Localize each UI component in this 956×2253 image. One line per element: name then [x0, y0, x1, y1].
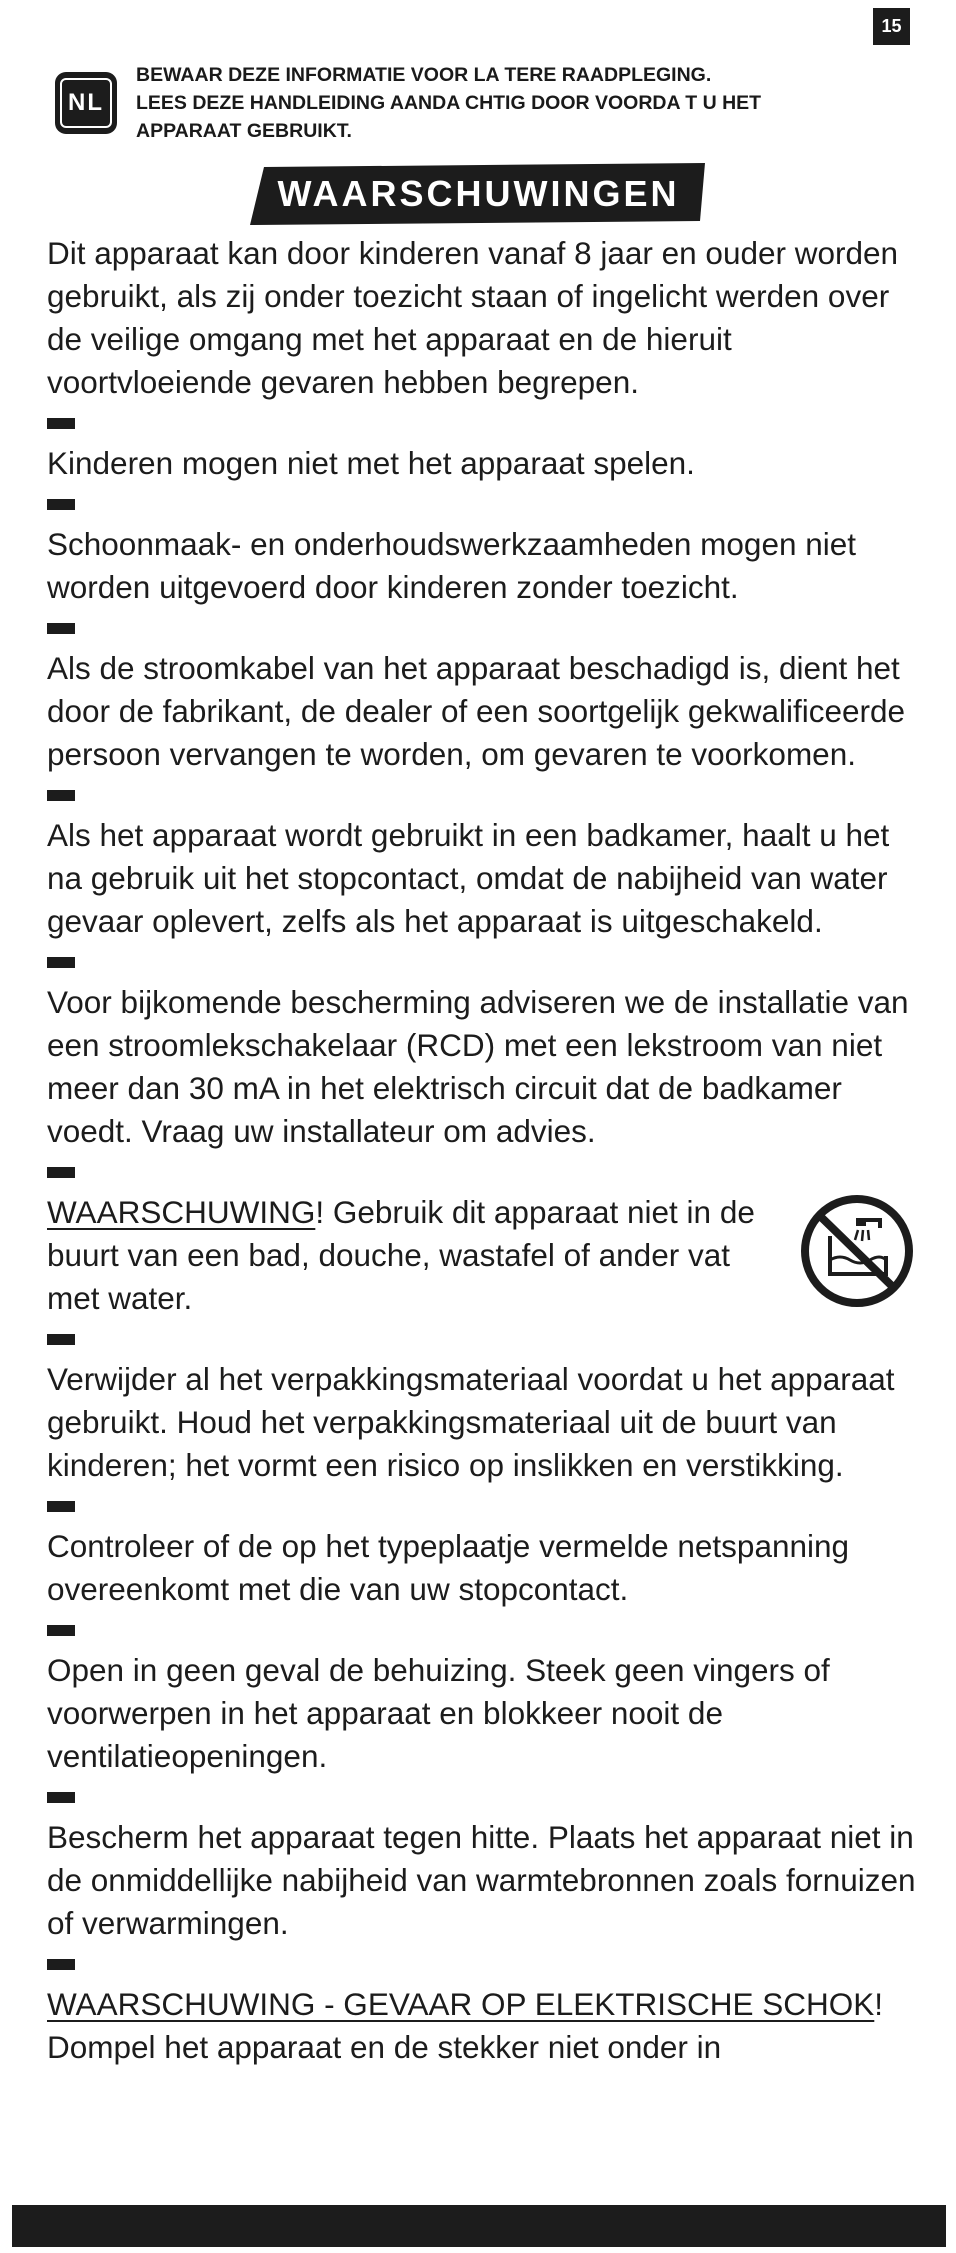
- header-line-1: BEWAAR DEZE INFORMATIE VOOR LA TERE RAADPLEGING.: [136, 64, 712, 86]
- warning-paragraph: Als de stroomkabel van het apparaat beschadigd is, dient het door de fabrikant, de dealer of een soortgelijk gekwalificeerde persoon vervangen te worden, om gevaren te voorkomen.: [47, 650, 906, 772]
- warning-paragraph: Als het apparaat wordt gebruikt in een badkamer, haalt u het na gebruik uit het stopcontact, omdat de nabijheid van water gevaar oplevert, zelfs als het apparaat is uitgeschakeld.: [47, 817, 890, 939]
- no-water-near-bath-icon: [800, 1194, 914, 1308]
- bullet-marker: [47, 957, 75, 968]
- section-title-banner: [250, 163, 707, 225]
- shock-warning-label: WAARSCHUWING - GEVAAR OP ELEKTRISCHE SCHOK: [47, 1986, 875, 2022]
- bullet-marker: [47, 1334, 75, 1345]
- bullet-marker: [47, 1501, 75, 1512]
- shock-warning: [47, 1983, 917, 2069]
- header-line-2: LEES DEZE HANDLEIDING AANDA CHTIG DOOR VOORDA T U HET: [136, 92, 762, 114]
- warnings-content: [47, 232, 917, 2069]
- bullet-marker: [47, 1959, 75, 1970]
- water-warning-label: WAARSCHUWING: [47, 1194, 316, 1230]
- shock-warning-body: ! Dompel het apparaat en de stekker niet onder in: [47, 1986, 884, 2065]
- warning-paragraph: Bescherm het apparaat tegen hitte. Plaats het apparaat niet in de onmiddellijke nabijheid van warmtebronnen zoals fornuizen of verwarmingen.: [47, 1819, 916, 1941]
- bullet-marker: [47, 1167, 75, 1178]
- bullet-marker: [47, 790, 75, 801]
- language-code: NL: [60, 78, 112, 128]
- bullet-marker: [47, 499, 75, 510]
- water-warning: [47, 1191, 917, 1320]
- bullet-marker: [47, 418, 75, 429]
- warning-paragraph: Schoonmaak- en onderhoudswerkzaamheden mogen niet worden uitgevoerd door kinderen zonder toezicht.: [47, 526, 857, 605]
- language-badge: [55, 72, 117, 134]
- water-warning-body: ! Gebruik dit apparaat niet in de buurt van een bad, douche, wastafel of ander vat met water.: [47, 1194, 755, 1316]
- warning-paragraph: Verwijder al het verpakkingsmateriaal voordat u het apparaat gebruikt. Houd het verpakkingsmateriaal uit de buurt van kinderen; het vormt een risico op inslikken en verstikking.: [47, 1361, 895, 1483]
- bullet-marker: [47, 1625, 75, 1636]
- header-line-3: APPARAAT GEBRUIKT.: [136, 120, 352, 142]
- section-title: WAARSCHUWINGEN: [277, 173, 680, 214]
- warning-paragraph: Dit apparaat kan door kinderen vanaf 8 jaar en ouder worden gebruikt, als zij onder toezicht staan of ingelicht werden over de veilige omgang met het apparaat en de hieruit voortvloeiende gevaren hebben begrepen.: [47, 235, 899, 400]
- warning-paragraph: Open in geen geval de behuizing. Steek geen vingers of voorwerpen in het apparaat en blokkeer nooit de ventilatieopeningen.: [47, 1652, 830, 1774]
- header: [55, 58, 875, 148]
- bullet-marker: [47, 1792, 75, 1803]
- page-number: 15: [873, 8, 910, 45]
- warning-paragraph: Voor bijkomende bescherming adviseren we de installatie van een stroomlekschakelaar (RCD) met een lekstroom van niet meer dan 30 mA in het elektrisch circuit dat de badkamer voedt. Vraag uw installateur om advies.: [47, 984, 909, 1149]
- warning-paragraph: Kinderen mogen niet met het apparaat spelen.: [47, 445, 695, 481]
- warning-paragraph: Controleer of de op het typeplaatje vermelde netspanning overeenkomt met die van uw stopcontact.: [47, 1528, 850, 1607]
- footer-bar: [12, 2205, 946, 2247]
- bullet-marker: [47, 623, 75, 634]
- water-warning-text: [47, 1191, 777, 1320]
- header-instructions: [136, 61, 761, 145]
